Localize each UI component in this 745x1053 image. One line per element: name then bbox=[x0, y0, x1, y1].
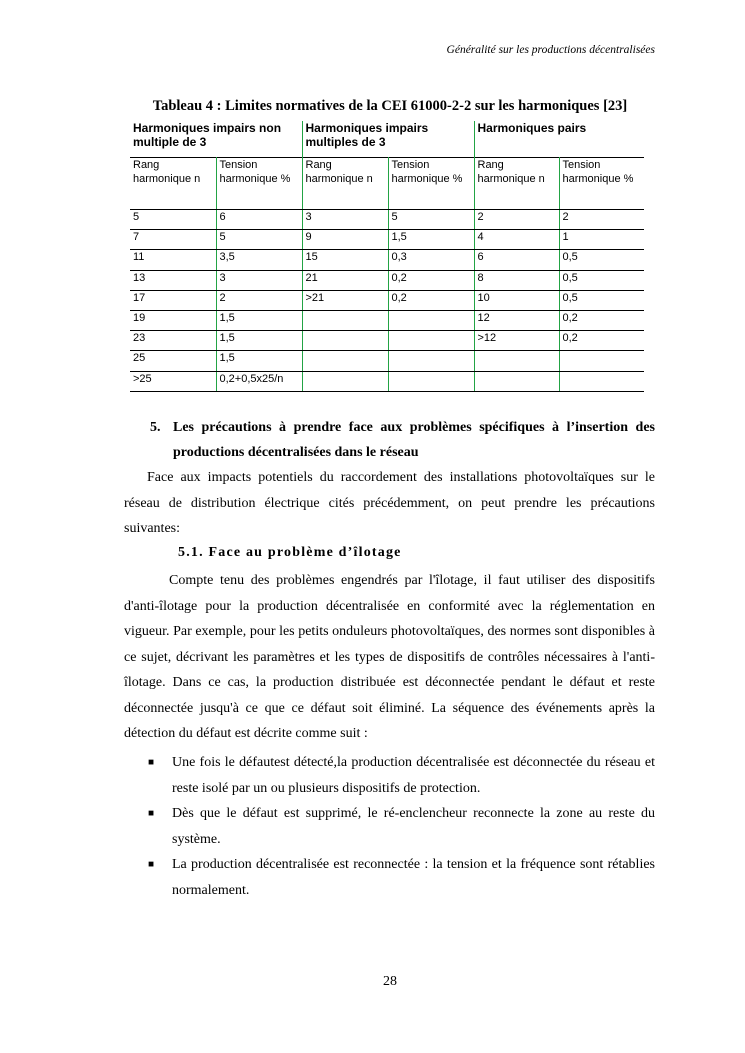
table-cell bbox=[302, 351, 388, 371]
table-group-header-row bbox=[130, 121, 644, 158]
list-item-text: Une fois le défautest détecté,la production décentralisée est déconnectée du réseau et reste isolé par un ou plusieurs dispositifs de protection. bbox=[172, 755, 655, 796]
table-cell: 9 bbox=[302, 230, 388, 250]
table-cell: 0,5 bbox=[559, 250, 644, 270]
table-cell: 0,2+0,5x25/n bbox=[216, 371, 302, 391]
column-header: Tension harmonique % bbox=[388, 158, 474, 210]
section-5-heading bbox=[150, 415, 655, 465]
section-5-1-heading: 5.1. Face au problème d’îlotage bbox=[178, 545, 402, 560]
group-header: Harmoniques pairs bbox=[477, 121, 587, 135]
table-cell: 17 bbox=[130, 290, 216, 310]
table-cell: 5 bbox=[388, 210, 474, 230]
table-cell: 11 bbox=[130, 250, 216, 270]
section-title-text: Les précautions à prendre face aux problèmes spécifiques à l’insertion des productions décentralisées dans le réseau bbox=[173, 420, 655, 460]
table-cell: 0,5 bbox=[559, 290, 644, 310]
table-subheader-row bbox=[130, 158, 644, 210]
table-cell: 1,5 bbox=[216, 351, 302, 371]
table-cell: 1,5 bbox=[388, 230, 474, 250]
section-5-intro: Face aux impacts potentiels du raccordement des installations photovoltaïques sur le réseau de distribution électrique cités précédemment, on peut prendre les précautions suivantes: bbox=[124, 470, 655, 536]
column-header: Rang harmonique n bbox=[130, 158, 216, 210]
list-item-text: La production décentralisée est reconnectée : la tension et la fréquence sont rétablies normalement. bbox=[172, 857, 655, 898]
list-item-text: Dès que le défaut est supprimé, le ré-enclencheur reconnecte la zone au reste du système. bbox=[172, 806, 655, 847]
column-header: Rang harmonique n bbox=[474, 158, 559, 210]
table-cell bbox=[302, 310, 388, 330]
table-cell: 10 bbox=[474, 290, 559, 310]
table-cell: 1 bbox=[559, 230, 644, 250]
column-header: Tension harmonique % bbox=[216, 158, 302, 210]
table-cell: 21 bbox=[302, 270, 388, 290]
section-5-1-body: Compte tenu des problèmes engendrés par l'îlotage, il faut utiliser des dispositifs d'anti-îlotage pour la production décentralisée en conformité avec la réglementation en vigueur. Par exemple, pour les petits onduleurs photovoltaïques, des normes sont disponibles à ce sujet, décrivant les paramètres et les types de dispositifs de contrôles nécessaires à l'anti-îlotage. Dans ce cas, la production distribuée est déconnectée pendant le défaut et reste déconnectée jusqu'à ce que ce défaut soit éliminé. La séquence des événements après la détection du défaut est décrite comme suit : bbox=[124, 573, 655, 741]
table-cell: 3 bbox=[302, 210, 388, 230]
list-item bbox=[148, 801, 655, 852]
table-cell: 0,2 bbox=[388, 270, 474, 290]
list-item bbox=[148, 750, 655, 801]
table-cell: 8 bbox=[474, 270, 559, 290]
list-item bbox=[148, 852, 655, 903]
table-cell: >12 bbox=[474, 331, 559, 351]
table-cell: 2 bbox=[559, 210, 644, 230]
table-cell bbox=[474, 351, 559, 371]
group-header: Harmoniques impairs multiples de 3 bbox=[302, 121, 474, 158]
table-row bbox=[130, 250, 644, 270]
table-cell: 6 bbox=[216, 210, 302, 230]
table-cell: 2 bbox=[474, 210, 559, 230]
table-cell bbox=[474, 371, 559, 391]
table-cell bbox=[388, 371, 474, 391]
table-row bbox=[130, 310, 644, 330]
running-header: Généralité sur les productions décentralisées bbox=[446, 44, 655, 56]
table-cell: 0,2 bbox=[559, 310, 644, 330]
table-row bbox=[130, 351, 644, 371]
table-cell bbox=[302, 371, 388, 391]
table-cell: 25 bbox=[130, 351, 216, 371]
table-cell: 12 bbox=[474, 310, 559, 330]
table-cell: 0,3 bbox=[388, 250, 474, 270]
table-cell: >21 bbox=[302, 290, 388, 310]
table-cell: 3,5 bbox=[216, 250, 302, 270]
table-row bbox=[130, 371, 644, 391]
table-row bbox=[130, 270, 644, 290]
table-cell: 13 bbox=[130, 270, 216, 290]
square-bullet-icon: ■ bbox=[148, 757, 155, 768]
table-cell: 7 bbox=[130, 230, 216, 250]
table-cell: 0,2 bbox=[559, 331, 644, 351]
table-cell: 1,5 bbox=[216, 310, 302, 330]
table-cell: 4 bbox=[474, 230, 559, 250]
bullet-list bbox=[148, 750, 655, 903]
table-cell: 6 bbox=[474, 250, 559, 270]
table-row bbox=[130, 331, 644, 351]
table-cell bbox=[559, 371, 644, 391]
group-header: Harmoniques impairs non multiple de 3 bbox=[130, 121, 302, 158]
page-number: 28 bbox=[383, 974, 397, 989]
table-cell bbox=[559, 351, 644, 371]
table-row bbox=[130, 290, 644, 310]
table-cell: 15 bbox=[302, 250, 388, 270]
harmonics-table bbox=[130, 121, 644, 392]
table-cell bbox=[388, 331, 474, 351]
table-cell: 5 bbox=[216, 230, 302, 250]
column-header: Tension harmonique % bbox=[559, 158, 644, 210]
table-cell: 1,5 bbox=[216, 331, 302, 351]
table-cell: 0,2 bbox=[388, 290, 474, 310]
table-cell bbox=[388, 310, 474, 330]
table-row bbox=[130, 230, 644, 250]
table-cell: 23 bbox=[130, 331, 216, 351]
table-cell bbox=[302, 331, 388, 351]
table-cell: >25 bbox=[130, 371, 216, 391]
section-number: 5. bbox=[150, 420, 161, 435]
square-bullet-icon: ■ bbox=[148, 808, 155, 819]
table-cell: 0,5 bbox=[559, 270, 644, 290]
table-cell: 3 bbox=[216, 270, 302, 290]
table-row bbox=[130, 210, 644, 230]
table-cell bbox=[388, 351, 474, 371]
table-cell: 5 bbox=[130, 210, 216, 230]
table-caption: Tableau 4 : Limites normatives de la CEI 61000-2-2 sur les harmoniques [23] bbox=[152, 98, 628, 114]
square-bullet-icon: ■ bbox=[148, 859, 155, 870]
table-cell: 19 bbox=[130, 310, 216, 330]
table-cell: 2 bbox=[216, 290, 302, 310]
column-header: Rang harmonique n bbox=[302, 158, 388, 210]
